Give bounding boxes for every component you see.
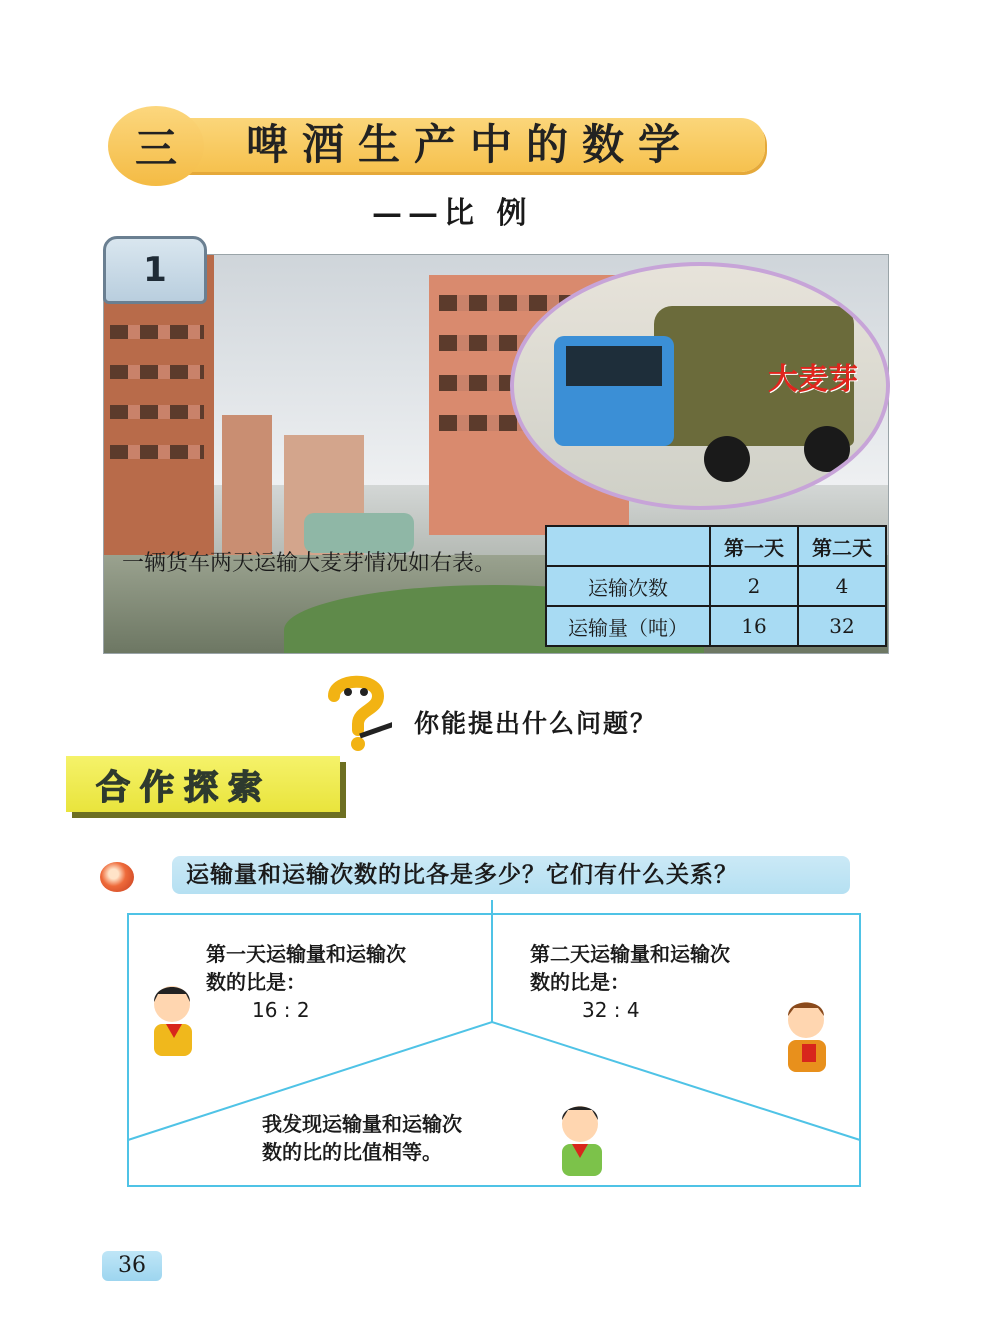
problem-number-badge: 1 (103, 236, 207, 304)
chapter-number: 三 (108, 106, 204, 186)
table-cell: 16 (710, 606, 798, 646)
table-header-cell: 第一天 (710, 526, 798, 566)
boy-icon (548, 1100, 612, 1178)
left-bubble-line1: 第一天运输量和运输次 (206, 942, 406, 966)
table-cell: 2 (710, 566, 798, 606)
right-bubble-line1: 第二天运输量和运输次 (530, 942, 730, 966)
boy-icon (772, 996, 836, 1074)
question-text: 你能提出什么问题？ (414, 709, 658, 738)
row-label: 运输量（吨） (546, 606, 710, 646)
table-cell: 4 (798, 566, 886, 606)
prompt-text: 运输量和运输次数的比各是多少？它们有什么关系？ (172, 856, 850, 894)
section-banner: 合作探索 (66, 756, 340, 812)
left-bubble-line2: 数的比是： (206, 970, 306, 994)
chapter-subtitle: ——比 例 (372, 196, 533, 231)
bottom-bubble (262, 1110, 462, 1166)
girl-icon (142, 980, 206, 1058)
row-label: 运输次数 (546, 566, 710, 606)
bottom-bubble-line2: 数的比的比值相等。 (262, 1140, 442, 1164)
problem-description: 一辆货车两天运输大麦芽情况如右表。 (122, 551, 497, 576)
right-bubble-line2: 数的比是： (530, 970, 630, 994)
chapter-title: 啤酒生产中的数学 (246, 120, 695, 169)
right-ratio: 32 : 4 (582, 998, 640, 1022)
left-ratio: 16 : 2 (252, 998, 310, 1022)
page-number: 36 (102, 1251, 162, 1281)
cargo-label: 大麦芽 (768, 362, 858, 397)
table-cell: 32 (798, 606, 886, 646)
right-bubble (530, 940, 730, 1024)
bottom-bubble-line1: 我发现运输量和运输次 (262, 1112, 462, 1136)
table-header-cell: 第二天 (798, 526, 886, 566)
left-bubble (206, 940, 406, 1024)
